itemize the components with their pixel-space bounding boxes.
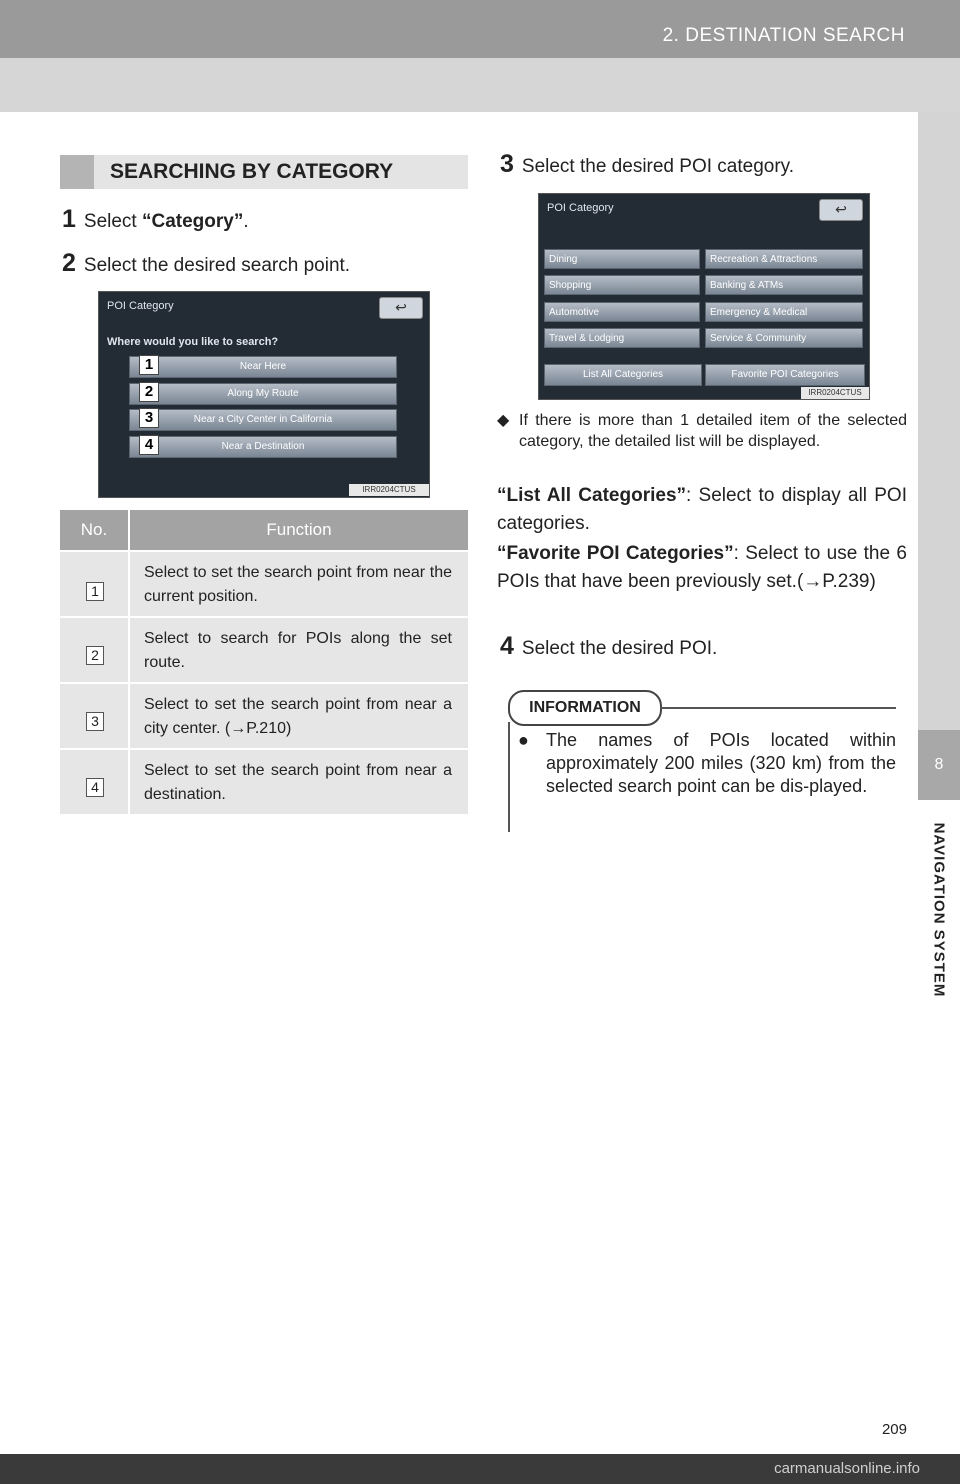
back-icon[interactable]: ↩ (379, 297, 423, 319)
callout-2: 2 (139, 382, 159, 402)
table-row (60, 618, 468, 684)
near-here-button[interactable]: Near Here (129, 356, 397, 378)
section-heading-title: SEARCHING BY CATEGORY (110, 160, 394, 183)
chapter-title: 2. DESTINATION SEARCH (662, 25, 905, 46)
table-row (60, 552, 468, 618)
row-divider (128, 552, 130, 616)
screen1-question: Where would you like to search? (107, 336, 279, 348)
function-table (60, 510, 468, 816)
row-divider (128, 684, 130, 748)
page-number: 209 (881, 1421, 907, 1438)
header-band (0, 58, 960, 112)
category-travel[interactable]: Travel & Lodging (544, 328, 700, 348)
step-4-text: Select the desired POI. (521, 638, 718, 659)
row-description: Select to set the search point from near a city center. (→P.210) (144, 696, 452, 737)
side-tab-upper (918, 112, 960, 730)
watermark-text: carmanualsonline.info (774, 1460, 920, 1477)
step-1-number: 1 (62, 205, 76, 233)
information-text-block (518, 729, 896, 798)
step-2-text: Select the desired search point. (83, 255, 351, 276)
row-description: Select to set the search point from near the current position. (144, 564, 452, 605)
screen2-title: POI Category (547, 202, 614, 214)
step-3-number: 3 (500, 150, 514, 178)
along-route-button[interactable]: Along My Route (129, 383, 397, 405)
step-3-text: Select the desired POI category. (521, 156, 795, 177)
step-1-keyword: “Category” (142, 211, 244, 232)
near-city-center-button[interactable]: Near a City Center in California (129, 409, 397, 431)
figure-code: IRR0204CTUS (349, 484, 429, 496)
header-function: Function (266, 520, 332, 539)
information-badge: INFORMATION (508, 690, 662, 726)
row-number: 2 (86, 646, 104, 665)
category-shopping[interactable]: Shopping (544, 275, 700, 295)
category-banking[interactable]: Banking & ATMs (705, 275, 863, 295)
row-number: 1 (86, 582, 104, 601)
list-all-label: “List All Categories” (497, 485, 687, 506)
side-tab-label: NAVIGATION SYSTEM (930, 822, 948, 998)
list-all-text: : Select to display all POI categories. (497, 485, 907, 534)
screenshot-search-point (98, 291, 430, 498)
note-bullet (497, 410, 907, 452)
back-icon[interactable]: ↩ (819, 199, 863, 221)
step-2-number: 2 (62, 249, 76, 277)
watermark-bar (0, 1454, 960, 1484)
callout-1: 1 (139, 355, 159, 375)
step-4-number: 4 (500, 632, 514, 660)
favorite-description (497, 540, 907, 596)
category-recreation[interactable]: Recreation & Attractions (705, 249, 863, 269)
row-number: 3 (86, 712, 104, 731)
information-border (508, 722, 510, 832)
screen1-title: POI Category (107, 300, 174, 312)
information-text: The names of POIs located within approximately 200 miles (320 km) from the selected search point can be dis-played. (546, 730, 896, 796)
step-1-pre: Select (83, 211, 142, 232)
section-heading-marker (60, 155, 94, 189)
list-all-description (497, 482, 907, 538)
category-dining[interactable]: Dining (544, 249, 700, 269)
category-service[interactable]: Service & Community (705, 328, 863, 348)
step-1 (62, 205, 249, 234)
section-heading (60, 155, 468, 189)
table-row (60, 684, 468, 750)
header-no: No. (80, 520, 108, 539)
figure-code: IRR0204CTUS (801, 387, 869, 399)
favorite-label: “Favorite POI Categories” (497, 543, 734, 564)
favorite-poi-categories-button[interactable]: Favorite POI Categories (705, 364, 865, 386)
screenshot-poi-category (538, 193, 870, 400)
row-number: 4 (86, 778, 104, 797)
category-emergency[interactable]: Emergency & Medical (705, 302, 863, 322)
row-divider (128, 750, 130, 814)
favorite-text: : Select to use the 6 POIs that have been previously set.(→P.239) (497, 543, 907, 592)
step-4 (500, 632, 717, 661)
row-description: Select to search for POIs along the set route. (144, 630, 452, 671)
note-text: If there is more than 1 detailed item of the selected category, the detailed list will be displayed. (519, 412, 907, 450)
step-2 (62, 249, 350, 278)
information-rule (660, 707, 896, 709)
step-1-post: . (243, 211, 249, 232)
side-tab-number: 8 (918, 730, 960, 800)
diamond-bullet-icon: ◆ (497, 412, 510, 429)
category-automotive[interactable]: Automotive (544, 302, 700, 322)
row-divider (128, 618, 130, 682)
list-all-categories-button[interactable]: List All Categories (544, 364, 702, 386)
row-description: Select to set the search point from near a destination. (144, 762, 452, 803)
callout-4: 4 (139, 435, 159, 455)
callout-3: 3 (139, 408, 159, 428)
near-destination-button[interactable]: Near a Destination (129, 436, 397, 458)
table-header (60, 510, 468, 552)
bullet-dot-icon: ● (518, 730, 529, 750)
table-row (60, 750, 468, 816)
step-3 (500, 150, 794, 179)
